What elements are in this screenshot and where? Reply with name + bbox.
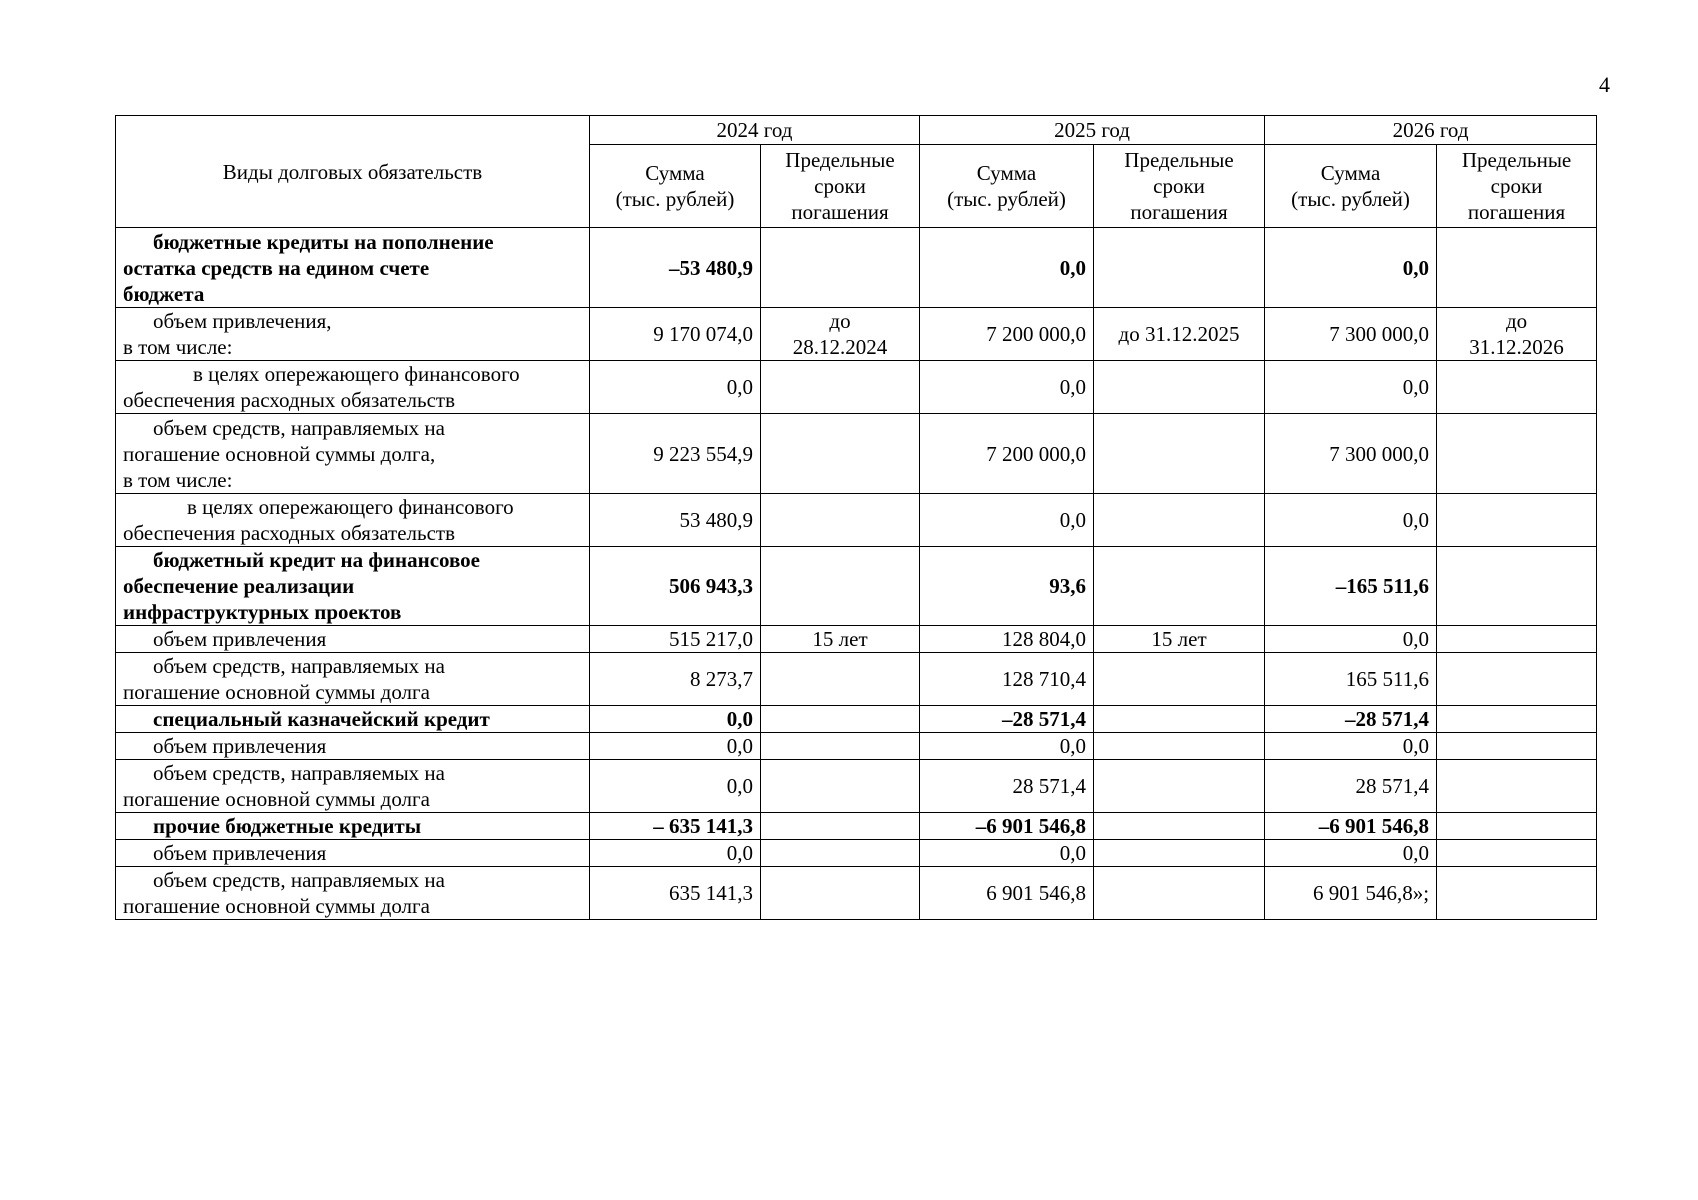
- sum-2026: 7 300 000,0: [1265, 308, 1437, 361]
- term-2026: [1437, 840, 1597, 867]
- header-year-row: [116, 116, 1597, 145]
- table-row: [116, 653, 1597, 706]
- term-2026: [1437, 653, 1597, 706]
- sum-2025: 0,0: [920, 228, 1094, 308]
- header-sum: Сумма (тыс. рублей): [590, 145, 761, 228]
- table-row: [116, 494, 1597, 547]
- table-row: [116, 308, 1597, 361]
- term-2026: [1437, 494, 1597, 547]
- term-2026: [1437, 760, 1597, 813]
- sum-2024: 506 943,3: [590, 547, 761, 626]
- term-2024: [761, 706, 920, 733]
- table-body: [116, 228, 1597, 920]
- row-label: специальный казначейский кредит: [116, 706, 590, 733]
- term-2026: [1437, 706, 1597, 733]
- term-2024: [761, 547, 920, 626]
- sum-2024: 53 480,9: [590, 494, 761, 547]
- header-year-2025: 2025 год: [920, 116, 1265, 145]
- term-2024: [761, 813, 920, 840]
- term-2024: до 28.12.2024: [761, 308, 920, 361]
- header-debt-types: Виды долговых обязательств: [116, 116, 590, 228]
- sum-2025: –6 901 546,8: [920, 813, 1094, 840]
- row-label: бюджетный кредит на финансовое обеспечение реализации инфраструктурных проектов: [116, 547, 590, 626]
- term-2025: [1094, 653, 1265, 706]
- table-row: [116, 813, 1597, 840]
- row-label: объем средств, направляемых на погашение основной суммы долга: [116, 653, 590, 706]
- row-label: объем средств, направляемых на погашение основной суммы долга, в том числе:: [116, 414, 590, 494]
- header-year-2026: 2026 год: [1265, 116, 1597, 145]
- sum-2024: 0,0: [590, 706, 761, 733]
- term-2026: [1437, 733, 1597, 760]
- sum-2024: 9 170 074,0: [590, 308, 761, 361]
- sum-2026: 0,0: [1265, 733, 1437, 760]
- sum-2024: 635 141,3: [590, 867, 761, 920]
- sum-2025: –28 571,4: [920, 706, 1094, 733]
- term-2026: [1437, 626, 1597, 653]
- sum-2026: –165 511,6: [1265, 547, 1437, 626]
- term-2024: [761, 867, 920, 920]
- row-label: объем средств, направляемых на погашение основной суммы долга: [116, 760, 590, 813]
- term-2024: [761, 733, 920, 760]
- sum-2024: 9 223 554,9: [590, 414, 761, 494]
- debt-obligations-table: [115, 115, 1597, 920]
- header-sum: Сумма (тыс. рублей): [920, 145, 1094, 228]
- row-label: объем привлечения: [116, 733, 590, 760]
- term-2024: [761, 840, 920, 867]
- term-2025: [1094, 228, 1265, 308]
- sum-2026: 6 901 546,8»;: [1265, 867, 1437, 920]
- sum-2026: 0,0: [1265, 626, 1437, 653]
- page-number: 4: [1599, 72, 1610, 97]
- sum-2025: 0,0: [920, 494, 1094, 547]
- term-2025: до 31.12.2025: [1094, 308, 1265, 361]
- sum-2026: 7 300 000,0: [1265, 414, 1437, 494]
- sum-2024: 0,0: [590, 760, 761, 813]
- row-label: в целях опережающего финансового обеспечения расходных обязательств: [116, 494, 590, 547]
- term-2025: [1094, 867, 1265, 920]
- term-2025: [1094, 760, 1265, 813]
- sum-2026: 0,0: [1265, 228, 1437, 308]
- table-row: [116, 361, 1597, 414]
- sum-2025: 7 200 000,0: [920, 308, 1094, 361]
- term-2025: [1094, 813, 1265, 840]
- sum-2026: 0,0: [1265, 361, 1437, 414]
- term-2024: [761, 414, 920, 494]
- term-2025: [1094, 840, 1265, 867]
- header-sum: Сумма (тыс. рублей): [1265, 145, 1437, 228]
- sum-2025: 7 200 000,0: [920, 414, 1094, 494]
- row-label: прочие бюджетные кредиты: [116, 813, 590, 840]
- row-label: объем привлечения, в том числе:: [116, 308, 590, 361]
- sum-2026: 165 511,6: [1265, 653, 1437, 706]
- sum-2025: 128 804,0: [920, 626, 1094, 653]
- sum-2024: 0,0: [590, 840, 761, 867]
- term-2026: [1437, 867, 1597, 920]
- table-row: [116, 547, 1597, 626]
- sum-2025: 0,0: [920, 733, 1094, 760]
- term-2024: [761, 653, 920, 706]
- term-2026: [1437, 228, 1597, 308]
- row-label: бюджетные кредиты на пополнение остатка средств на едином счете бюджета: [116, 228, 590, 308]
- term-2024: [761, 361, 920, 414]
- table-row: [116, 733, 1597, 760]
- sum-2025: 0,0: [920, 840, 1094, 867]
- table-row: [116, 626, 1597, 653]
- term-2025: [1094, 733, 1265, 760]
- term-2024: [761, 228, 920, 308]
- table-row: [116, 228, 1597, 308]
- table-row: [116, 414, 1597, 494]
- term-2025: [1094, 494, 1265, 547]
- term-2024: [761, 494, 920, 547]
- row-label: в целях опережающего финансового обеспечения расходных обязательств: [116, 361, 590, 414]
- sum-2024: 8 273,7: [590, 653, 761, 706]
- term-2024: 15 лет: [761, 626, 920, 653]
- term-2025: [1094, 414, 1265, 494]
- row-label: объем привлечения: [116, 840, 590, 867]
- sum-2026: 0,0: [1265, 840, 1437, 867]
- row-label: объем привлечения: [116, 626, 590, 653]
- header-term: Предельные сроки погашения: [761, 145, 920, 228]
- term-2026: [1437, 361, 1597, 414]
- sum-2025: 0,0: [920, 361, 1094, 414]
- table-row: [116, 706, 1597, 733]
- sum-2026: 28 571,4: [1265, 760, 1437, 813]
- table-row: [116, 867, 1597, 920]
- term-2025: [1094, 706, 1265, 733]
- term-2024: [761, 760, 920, 813]
- header-year-2024: 2024 год: [590, 116, 920, 145]
- sum-2025: 28 571,4: [920, 760, 1094, 813]
- sum-2024: 0,0: [590, 733, 761, 760]
- sum-2024: –53 480,9: [590, 228, 761, 308]
- table-row: [116, 840, 1597, 867]
- row-label: объем средств, направляемых на погашение основной суммы долга: [116, 867, 590, 920]
- header-term: Предельные сроки погашения: [1437, 145, 1597, 228]
- term-2026: до 31.12.2026: [1437, 308, 1597, 361]
- sum-2026: –28 571,4: [1265, 706, 1437, 733]
- sum-2024: – 635 141,3: [590, 813, 761, 840]
- sum-2024: 515 217,0: [590, 626, 761, 653]
- sum-2025: 6 901 546,8: [920, 867, 1094, 920]
- sum-2024: 0,0: [590, 361, 761, 414]
- sum-2026: 0,0: [1265, 494, 1437, 547]
- table-row: [116, 760, 1597, 813]
- term-2026: [1437, 813, 1597, 840]
- term-2025: [1094, 361, 1265, 414]
- term-2026: [1437, 547, 1597, 626]
- sum-2026: –6 901 546,8: [1265, 813, 1437, 840]
- sum-2025: 128 710,4: [920, 653, 1094, 706]
- term-2025: 15 лет: [1094, 626, 1265, 653]
- term-2026: [1437, 414, 1597, 494]
- term-2025: [1094, 547, 1265, 626]
- sum-2025: 93,6: [920, 547, 1094, 626]
- header-term: Предельные сроки погашения: [1094, 145, 1265, 228]
